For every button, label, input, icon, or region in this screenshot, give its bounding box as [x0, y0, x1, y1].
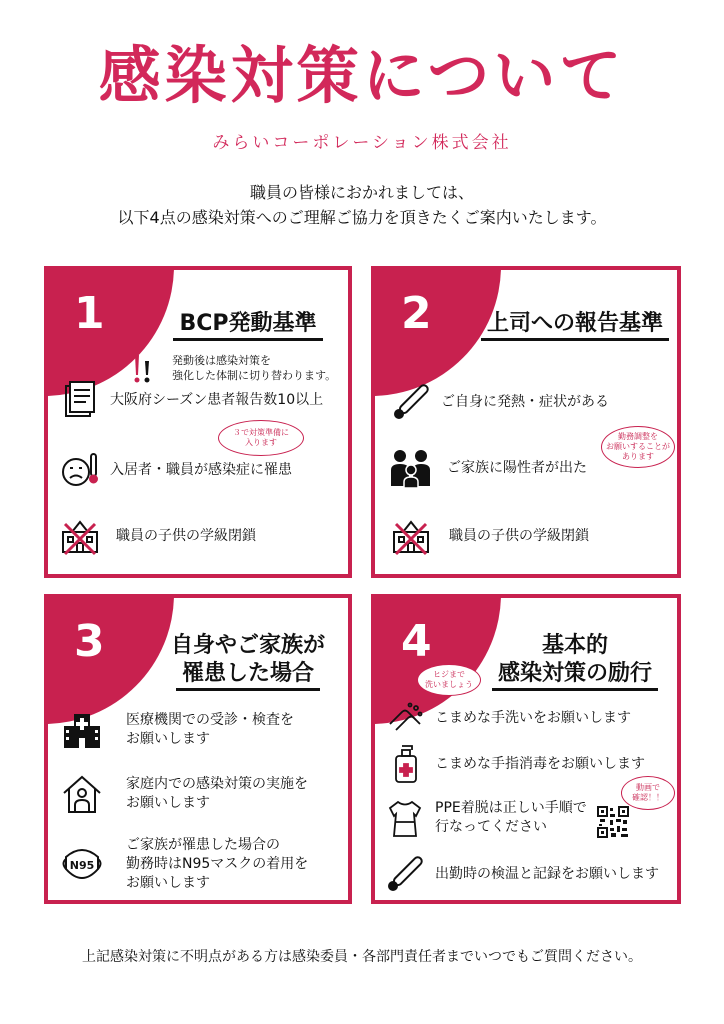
ppe-gown-icon: [383, 796, 427, 840]
list-item: N95 ご家族が罹患した場合の 勤務時はN95マスクの着用を お願いします: [60, 836, 308, 893]
card-number: 4: [401, 616, 432, 667]
card-heading: BCP発動基準: [158, 306, 338, 337]
home-person-icon: [60, 772, 104, 816]
handwash-icon: [383, 696, 427, 740]
n95-mask-icon: [60, 843, 104, 887]
card-number: 2: [401, 288, 432, 339]
hospital-icon: [60, 708, 104, 752]
card-number: 3: [74, 616, 105, 667]
list-item: こまめな手洗いをお願いします: [383, 696, 631, 740]
list-item: 職員の子供の学級閉鎖: [58, 514, 256, 558]
sick-face-thermometer-icon: [58, 448, 102, 492]
qr-code-icon[interactable]: [597, 806, 629, 838]
card-heading: 上司への報告基準: [475, 306, 675, 337]
list-item: こまめな手指消毒をお願いします: [383, 742, 645, 786]
page-title: 感染対策について: [98, 39, 626, 112]
speech-bubble: 動画で 確認！！: [621, 776, 675, 810]
card-report: [371, 266, 681, 578]
list-item: PPE着脱は正しい手順で 行なってください: [383, 796, 587, 840]
list-item: 家庭内での感染対策の実施を お願いします: [60, 772, 308, 816]
card-number: 1: [74, 288, 105, 339]
thermometer-icon: [383, 852, 427, 896]
list-item: 大阪府シーズン患者報告数10以上: [58, 378, 323, 422]
list-item: ご家族に陽性者が出た: [389, 446, 587, 490]
list-item: 医療機関での受診・検査を お願いします: [60, 708, 294, 752]
svg-text:N95: N95: [69, 858, 95, 872]
school-closed-icon: [389, 514, 433, 558]
speech-bubble: ３で対策準備に 入ります: [218, 420, 304, 456]
list-item: 入居者・職員が感染症に罹患: [58, 448, 292, 492]
card-basic: [371, 594, 681, 904]
list-item: ご自身に発熱・症状がある: [389, 380, 609, 424]
speech-bubble: ヒジまで 洗いましょう: [417, 664, 481, 696]
bcp-note: 発動後は感染対策を 強化した体制に切り替わります。: [120, 346, 336, 390]
sanitizer-bottle-icon: [383, 742, 427, 786]
company-name: みらいコーポレーション株式会社: [212, 133, 512, 153]
speech-bubble: 勤務調整を お願いすることが あります: [601, 426, 675, 468]
family-icon: [389, 446, 433, 490]
thermometer-icon: [389, 380, 433, 424]
card-heading: 自身やご家族が 罹患した場合: [148, 632, 348, 688]
card-bcp: [44, 266, 352, 578]
school-closed-icon: [58, 514, 102, 558]
footer-note: 上記感染対策に不明点がある方は感染委員・各部門責任者までいつでもご質問ください。: [82, 949, 642, 965]
list-item: 出勤時の検温と記録をお願いします: [383, 852, 659, 896]
card-heading: 基本的 感染対策の励行: [475, 632, 675, 688]
card-infected: [44, 594, 352, 904]
intro-text: 職員の皆様におかれましては、 以下4点の感染対策へのご理解ご協力を頂きたくご案内いたします。: [117, 183, 607, 227]
list-item: 職員の子供の学級閉鎖: [389, 514, 589, 558]
document-icon: [58, 378, 102, 422]
